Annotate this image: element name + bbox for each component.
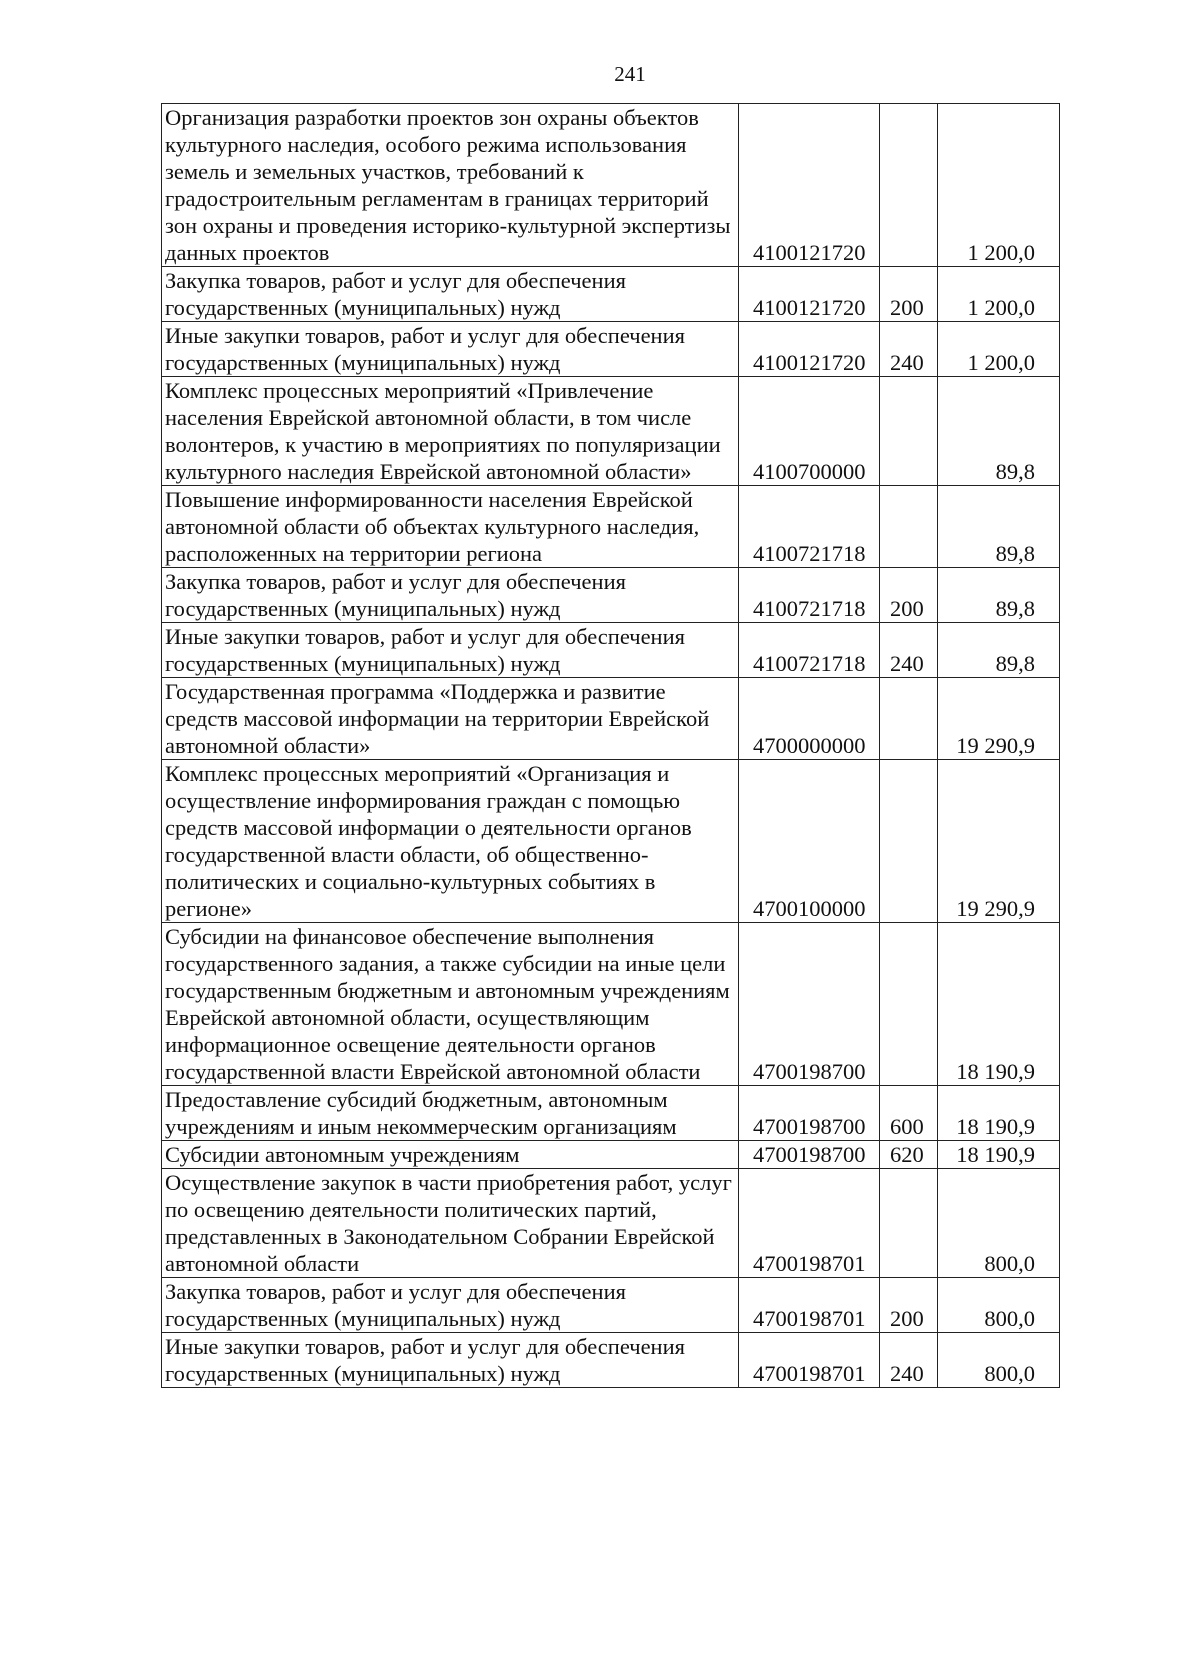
row-type	[880, 678, 938, 760]
table-row	[162, 1169, 1060, 1278]
row-type: 240	[880, 623, 938, 678]
row-amount: 1 200,0	[938, 267, 1060, 322]
table-row	[162, 486, 1060, 568]
row-type	[880, 760, 938, 923]
row-type: 600	[880, 1086, 938, 1141]
row-name: Субсидии автономным учреждениям	[162, 1141, 739, 1169]
row-amount: 89,8	[938, 377, 1060, 486]
table-row	[162, 377, 1060, 486]
row-name: Закупка товаров, работ и услуг для обеспечения государственных (муниципальных) нужд	[162, 267, 739, 322]
row-code: 4700198701	[739, 1278, 880, 1333]
table-row	[162, 1141, 1060, 1169]
table-row	[162, 1333, 1060, 1388]
table-row	[162, 1086, 1060, 1141]
row-type	[880, 1169, 938, 1278]
table-row	[162, 623, 1060, 678]
row-name: Иные закупки товаров, работ и услуг для обеспечения государственных (муниципальных) нужд	[162, 322, 739, 377]
row-name: Комплекс процессных мероприятий «Организация и осуществление информирования граждан с помощью средств массовой информации о деятельности органов государственной власти области, об общественно-политических и социально-культурных событиях в регионе»	[162, 760, 739, 923]
row-code: 4100721718	[739, 568, 880, 623]
row-amount: 19 290,9	[938, 678, 1060, 760]
row-amount: 800,0	[938, 1169, 1060, 1278]
row-amount: 1 200,0	[938, 104, 1060, 267]
row-amount: 1 200,0	[938, 322, 1060, 377]
row-code: 4700100000	[739, 760, 880, 923]
row-code: 4700198701	[739, 1333, 880, 1388]
row-name: Повышение информированности населения Еврейской автономной области об объектах культурного наследия, расположенных на территории региона	[162, 486, 739, 568]
row-type: 200	[880, 568, 938, 623]
row-amount: 89,8	[938, 623, 1060, 678]
row-type	[880, 923, 938, 1086]
table-row	[162, 267, 1060, 322]
table-row	[162, 760, 1060, 923]
row-type: 240	[880, 322, 938, 377]
table-row	[162, 678, 1060, 760]
row-code: 4700198701	[739, 1169, 880, 1278]
row-type	[880, 486, 938, 568]
row-name: Иные закупки товаров, работ и услуг для обеспечения государственных (муниципальных) нужд	[162, 623, 739, 678]
table-row	[162, 104, 1060, 267]
row-name: Субсидии на финансовое обеспечение выполнения государственного задания, а также субсидии на иные цели государственным бюджетным и автономным учреждениям Еврейской автономной области, осуществляющим информационное освещение деятельности органов государственной власти Еврейской автономной области	[162, 923, 739, 1086]
row-amount: 89,8	[938, 568, 1060, 623]
row-code: 4700198700	[739, 1086, 880, 1141]
row-amount: 800,0	[938, 1278, 1060, 1333]
row-name: Организация разработки проектов зон охраны объектов культурного наследия, особого режима использования земель и земельных участков, требований к градостроительным регламентам в границах территорий зон охраны и проведения историко-культурной экспертизы данных проектов	[162, 104, 739, 267]
row-type: 200	[880, 1278, 938, 1333]
row-code: 4700198700	[739, 923, 880, 1086]
row-name: Предоставление субсидий бюджетным, автономным учреждениям и иным некоммерческим организациям	[162, 1086, 739, 1141]
row-type	[880, 104, 938, 267]
row-amount: 800,0	[938, 1333, 1060, 1388]
row-type	[880, 377, 938, 486]
budget-table	[161, 103, 1060, 1388]
row-name: Осуществление закупок в части приобретения работ, услуг по освещению деятельности политических партий, представленных в Законодательном Собрании Еврейской автономной области	[162, 1169, 739, 1278]
row-code: 4100121720	[739, 104, 880, 267]
page-number: 241	[614, 62, 646, 86]
row-code: 4100700000	[739, 377, 880, 486]
row-name: Государственная программа «Поддержка и развитие средств массовой информации на территории Еврейской автономной области»	[162, 678, 739, 760]
row-code: 4700000000	[739, 678, 880, 760]
row-amount: 18 190,9	[938, 1086, 1060, 1141]
row-name: Комплекс процессных мероприятий «Привлечение населения Еврейской автономной области, в том числе волонтеров, к участию в мероприятиях по популяризации культурного наследия Еврейской автономной области»	[162, 377, 739, 486]
table-row	[162, 568, 1060, 623]
row-code: 4100721718	[739, 486, 880, 568]
table-row	[162, 1278, 1060, 1333]
row-amount: 89,8	[938, 486, 1060, 568]
row-amount: 19 290,9	[938, 760, 1060, 923]
table-row	[162, 322, 1060, 377]
row-type: 240	[880, 1333, 938, 1388]
row-code: 4100121720	[739, 322, 880, 377]
row-type: 200	[880, 267, 938, 322]
table-row	[162, 923, 1060, 1086]
row-code: 4100721718	[739, 623, 880, 678]
row-name: Иные закупки товаров, работ и услуг для обеспечения государственных (муниципальных) нужд	[162, 1333, 739, 1388]
row-amount: 18 190,9	[938, 1141, 1060, 1169]
row-name: Закупка товаров, работ и услуг для обеспечения государственных (муниципальных) нужд	[162, 1278, 739, 1333]
row-code: 4700198700	[739, 1141, 880, 1169]
row-type: 620	[880, 1141, 938, 1169]
row-code: 4100121720	[739, 267, 880, 322]
row-amount: 18 190,9	[938, 923, 1060, 1086]
row-name: Закупка товаров, работ и услуг для обеспечения государственных (муниципальных) нужд	[162, 568, 739, 623]
